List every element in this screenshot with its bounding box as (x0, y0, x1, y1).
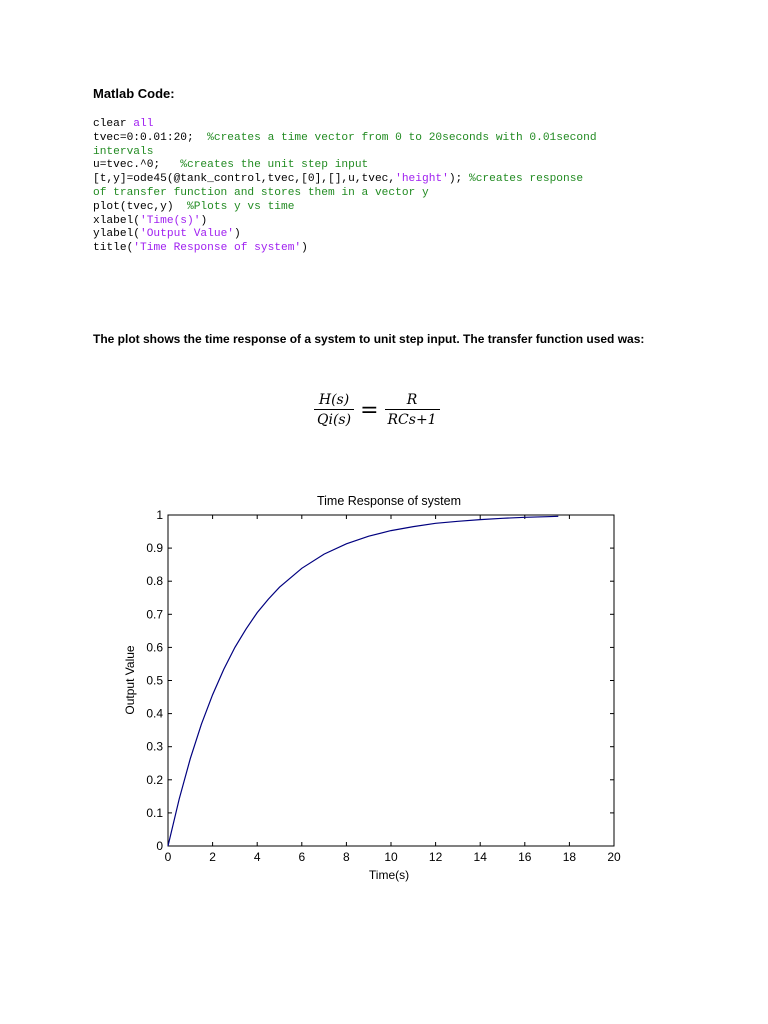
code-token: plot(tvec,y) (93, 200, 187, 213)
y-tick-label: 0.8 (146, 574, 163, 589)
y-tick-label: 0.7 (146, 607, 163, 622)
chart-title: Time Response of system (316, 494, 462, 508)
y-tick-label: 0.3 (146, 739, 163, 754)
y-tick-label: 0.1 (146, 805, 163, 820)
code-line (93, 201, 294, 213)
code-token: tvec=0:0.01:20; (93, 131, 208, 144)
code-token: %creates response (469, 173, 584, 186)
x-tick-label: 4 (253, 850, 261, 864)
x-tick-label: 6 (298, 850, 306, 864)
y-tick-label: 0.5 (146, 673, 163, 688)
code-token: ); (448, 173, 469, 186)
code-line (93, 173, 583, 185)
x-tick-label: 8 (343, 850, 350, 864)
y-tick-label: 0.6 (146, 640, 163, 655)
code-token: %creates a time vector from 0 to 20seconds with 0.01second (207, 131, 597, 144)
lhs-fraction (314, 392, 354, 428)
x-tick-label: 0 (164, 850, 172, 864)
x-tick-label: 10 (384, 850, 398, 864)
x-tick-label: 18 (562, 850, 577, 864)
x-tick-label: 12 (428, 850, 443, 864)
code-token: %Plots y vs time (187, 200, 295, 213)
code-token: [t,y]=ode45(@tank_control,tvec,[0],[],u,tvec, (93, 173, 396, 186)
code-line (93, 228, 241, 240)
y-tick-label: 0 (156, 839, 163, 853)
time-response-chart (110, 488, 640, 888)
x-tick-label: 16 (518, 850, 532, 864)
y-tick-label: 0.9 (146, 541, 163, 556)
x-tick-label: 14 (473, 850, 487, 864)
code-token: %creates the unit step input (180, 159, 369, 172)
description-paragraph: The plot shows the time response of a system to unit step input. The transfer function used was: (93, 332, 645, 346)
section-heading: Matlab Code: (93, 86, 175, 101)
equals-sign: = (360, 397, 379, 423)
rhs-denominator: RCs+1 (385, 409, 440, 428)
code-line (93, 159, 368, 171)
code-token: of transfer function and stores them in a vector y (93, 186, 429, 199)
code-token: clear (93, 118, 134, 130)
y-tick-label: 1 (156, 508, 163, 522)
x-tick-label: 2 (209, 850, 216, 864)
code-line (93, 187, 429, 199)
y-axis-label: Output Value (123, 645, 137, 715)
code-token: ylabel( (93, 228, 140, 241)
transfer-function-equation (314, 392, 440, 428)
rhs-fraction (385, 392, 440, 428)
code-line (93, 132, 597, 144)
code-token: title( (93, 242, 134, 255)
code-token: 'Output Value' (140, 228, 234, 241)
matlab-code-block (93, 118, 597, 256)
code-line (93, 146, 153, 158)
code-token: 'Time Response of system' (133, 242, 302, 255)
x-axis-label: Time(s) (368, 868, 410, 882)
y-tick-label: 0.4 (146, 706, 163, 721)
code-line (93, 215, 207, 227)
code-token: all (133, 118, 154, 130)
code-token: 'height' (395, 173, 449, 186)
code-token: u=tvec.^0; (93, 159, 181, 172)
code-line (93, 242, 308, 254)
code-token: ) (301, 242, 308, 255)
code-token: ) (200, 214, 208, 227)
plot-area (168, 515, 614, 846)
x-tick-label: 20 (607, 850, 621, 864)
code-token: ) (234, 228, 241, 241)
y-tick-label: 0.2 (146, 772, 163, 787)
code-token: xlabel( (93, 214, 140, 227)
code-line (93, 118, 153, 130)
lhs-numerator: H(s) (318, 392, 350, 408)
code-token: 'Time(s)' (140, 214, 201, 227)
lhs-denominator: Qi(s) (314, 409, 354, 428)
code-token: intervals (93, 145, 154, 158)
rhs-numerator: R (406, 392, 418, 408)
